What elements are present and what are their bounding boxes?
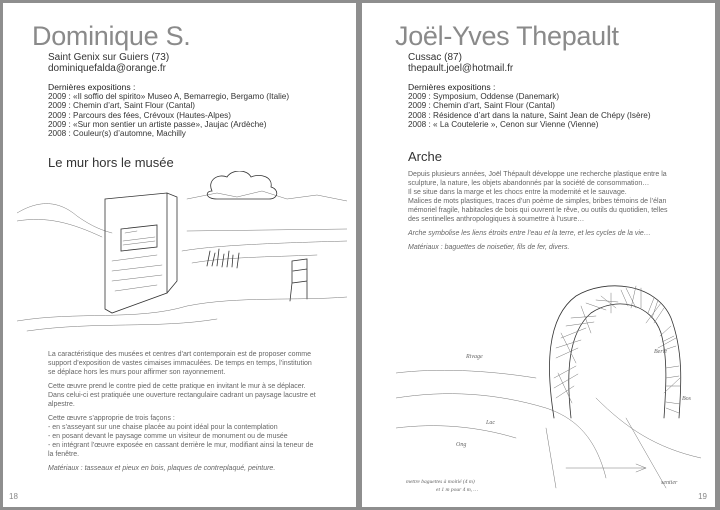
description-paragraph: Cette œuvre s’approprie de trois façons : — [48, 415, 175, 422]
sketch-cloud — [207, 171, 277, 199]
sketch-shore — [192, 255, 317, 263]
sketch-note: mettre baguettes à moitié (4 m) — [406, 479, 475, 485]
artist-location: Cussac (87) — [408, 52, 462, 63]
exhibition-item: 2008 : Couleur(s) d’automne, Machilly — [48, 129, 186, 139]
sketch-shore — [396, 394, 606, 478]
work-title: Arche — [408, 149, 442, 164]
sketch-horizon — [187, 229, 347, 231]
right-page — [362, 3, 715, 507]
sketch-ground — [17, 297, 347, 321]
sketch-arrow — [566, 464, 646, 472]
sketch-note: Lac — [486, 420, 495, 426]
exhibition-item: 2009 : Chemin d’art, Saint Flour (Cantal) — [48, 101, 195, 111]
sketch-horizon — [396, 370, 536, 378]
description-paragraph: Cette œuvre prend le contre pied de cette pratique en invitant le mur à se déplacer. Dans celui-ci est pratiquée une ouverture rectangulaire cadrant un paysage lacustre et alpestre. — [48, 383, 316, 408]
sketch-wall — [105, 193, 177, 313]
description-paragraph: Il se situe dans la marge et les chocs entre la modernité et le sauvage. — [408, 189, 627, 196]
work-description — [48, 350, 318, 478]
sketch-chair — [290, 259, 307, 301]
sketch-hill — [17, 204, 112, 233]
artist-email[interactable]: thepault.joel@hotmail.fr — [408, 63, 514, 74]
sketch-note: Rivage — [466, 354, 483, 360]
sketch-note: et 1 m pour 4 m, … — [436, 487, 479, 493]
sketch-note: Ong — [456, 442, 467, 448]
exhibitions-label: Dernières expositions : — [408, 82, 496, 92]
sketch-ground — [27, 319, 217, 331]
description-list-item: - en intégrant l’œuvre exposée en cassant derrière le mur, modifiant ainsi la teneur de la fenêtre. — [48, 442, 314, 458]
page-number: 18 — [9, 492, 18, 501]
artist-email[interactable]: dominiquefalda@orange.fr — [48, 63, 167, 74]
sketch-path — [596, 398, 701, 458]
exhibition-item: 2008 : « La Couteleriе », Cenon sur Vienne (Vienne) — [408, 119, 599, 129]
description-paragraph: Malices de mots plastiques, traces d’un poème de simples, bribes témoins de l’élan mémoriel fragile, habitacles de bois qui ouvrent le rêve, ou outils du quotidien, telles des sentinelles anthropologiques à soumettre à l’usure… — [408, 198, 668, 223]
exhibitions-label: Dernières expositions : — [48, 82, 136, 92]
sketch-wall-window — [121, 225, 157, 251]
sketch-ridge — [187, 191, 347, 201]
exhibition-item: 2009 : «Sur mon sentier un artiste passe», Jaujac (Ardèche) — [48, 119, 267, 129]
materials-note: Matériaux : baguettes de noisetier, fils de fer, divers. — [408, 244, 570, 251]
materials-note: Matériaux : tasseaux et pieux en bois, plaques de contreplaqué, peinture. — [48, 465, 276, 472]
exhibition-item: 2009 : Parcours des fées, Crévoux (Hautes-Alpes) — [48, 110, 231, 120]
exhibition-item: 2009 : Symposium, Oddense (Danemark) — [408, 92, 560, 102]
page-number: 19 — [698, 492, 707, 501]
work-title: Le mur hors le musée — [48, 155, 174, 170]
left-page — [3, 3, 356, 507]
description-paragraph: Depuis plusieurs années, Joël Thépault développe une recherche plastique entre la sculpture, la nature, les objets abandonnés par la société de consommation… — [408, 171, 667, 187]
wall-sketch-illustration — [17, 171, 347, 339]
exhibitions-list — [48, 83, 289, 138]
description-list-item: - en posant devant le paysage comme un visiteur de monument ou de musée — [48, 433, 288, 440]
sketch-note: Berle — [654, 349, 667, 355]
sketch-wall-shading — [112, 255, 162, 291]
sketch-shore — [396, 426, 516, 438]
description-paragraph: Arche symbolise les liens étroits entre l’eau et la terre, et les cycles de la vie… — [408, 230, 651, 237]
exhibition-item: 2009 : Chemin d’art, Saint Flour (Cantal) — [408, 101, 555, 111]
artist-name: Joël-Yves Thepault — [395, 21, 619, 51]
description-list-item: - en s’asseyant sur une chaise placée au point idéal pour la contemplation — [48, 424, 278, 431]
work-description — [408, 170, 678, 257]
arch-sketch-illustration — [396, 278, 701, 498]
sketch-note: sentier — [661, 480, 678, 486]
exhibitions-list — [408, 83, 651, 129]
exhibition-item: 2009 : «Il soffio del spirito» Museo A, Bemarregio, Bergamo (Italie) — [48, 92, 290, 102]
sketch-note: Bos — [682, 396, 691, 402]
exhibition-item: 2008 : Résidence d’art dans la nature, Saint Jean de Chépy (Isère) — [408, 110, 651, 120]
description-paragraph: La caractéristique des musées et centres d’art contemporain est de proposer comme support d’exposition de vastes cimaises immaculées. De temps en temps, l’institution se déplace hors les murs pour affirmer son rayonnement. — [48, 351, 312, 376]
sketch-hill — [17, 219, 102, 237]
artist-name: Dominique S. — [32, 21, 191, 51]
artist-location: Saint Genix sur Guiers (73) — [48, 52, 170, 63]
sketch-window-landscape — [123, 231, 155, 245]
sketch-shore — [182, 241, 347, 251]
